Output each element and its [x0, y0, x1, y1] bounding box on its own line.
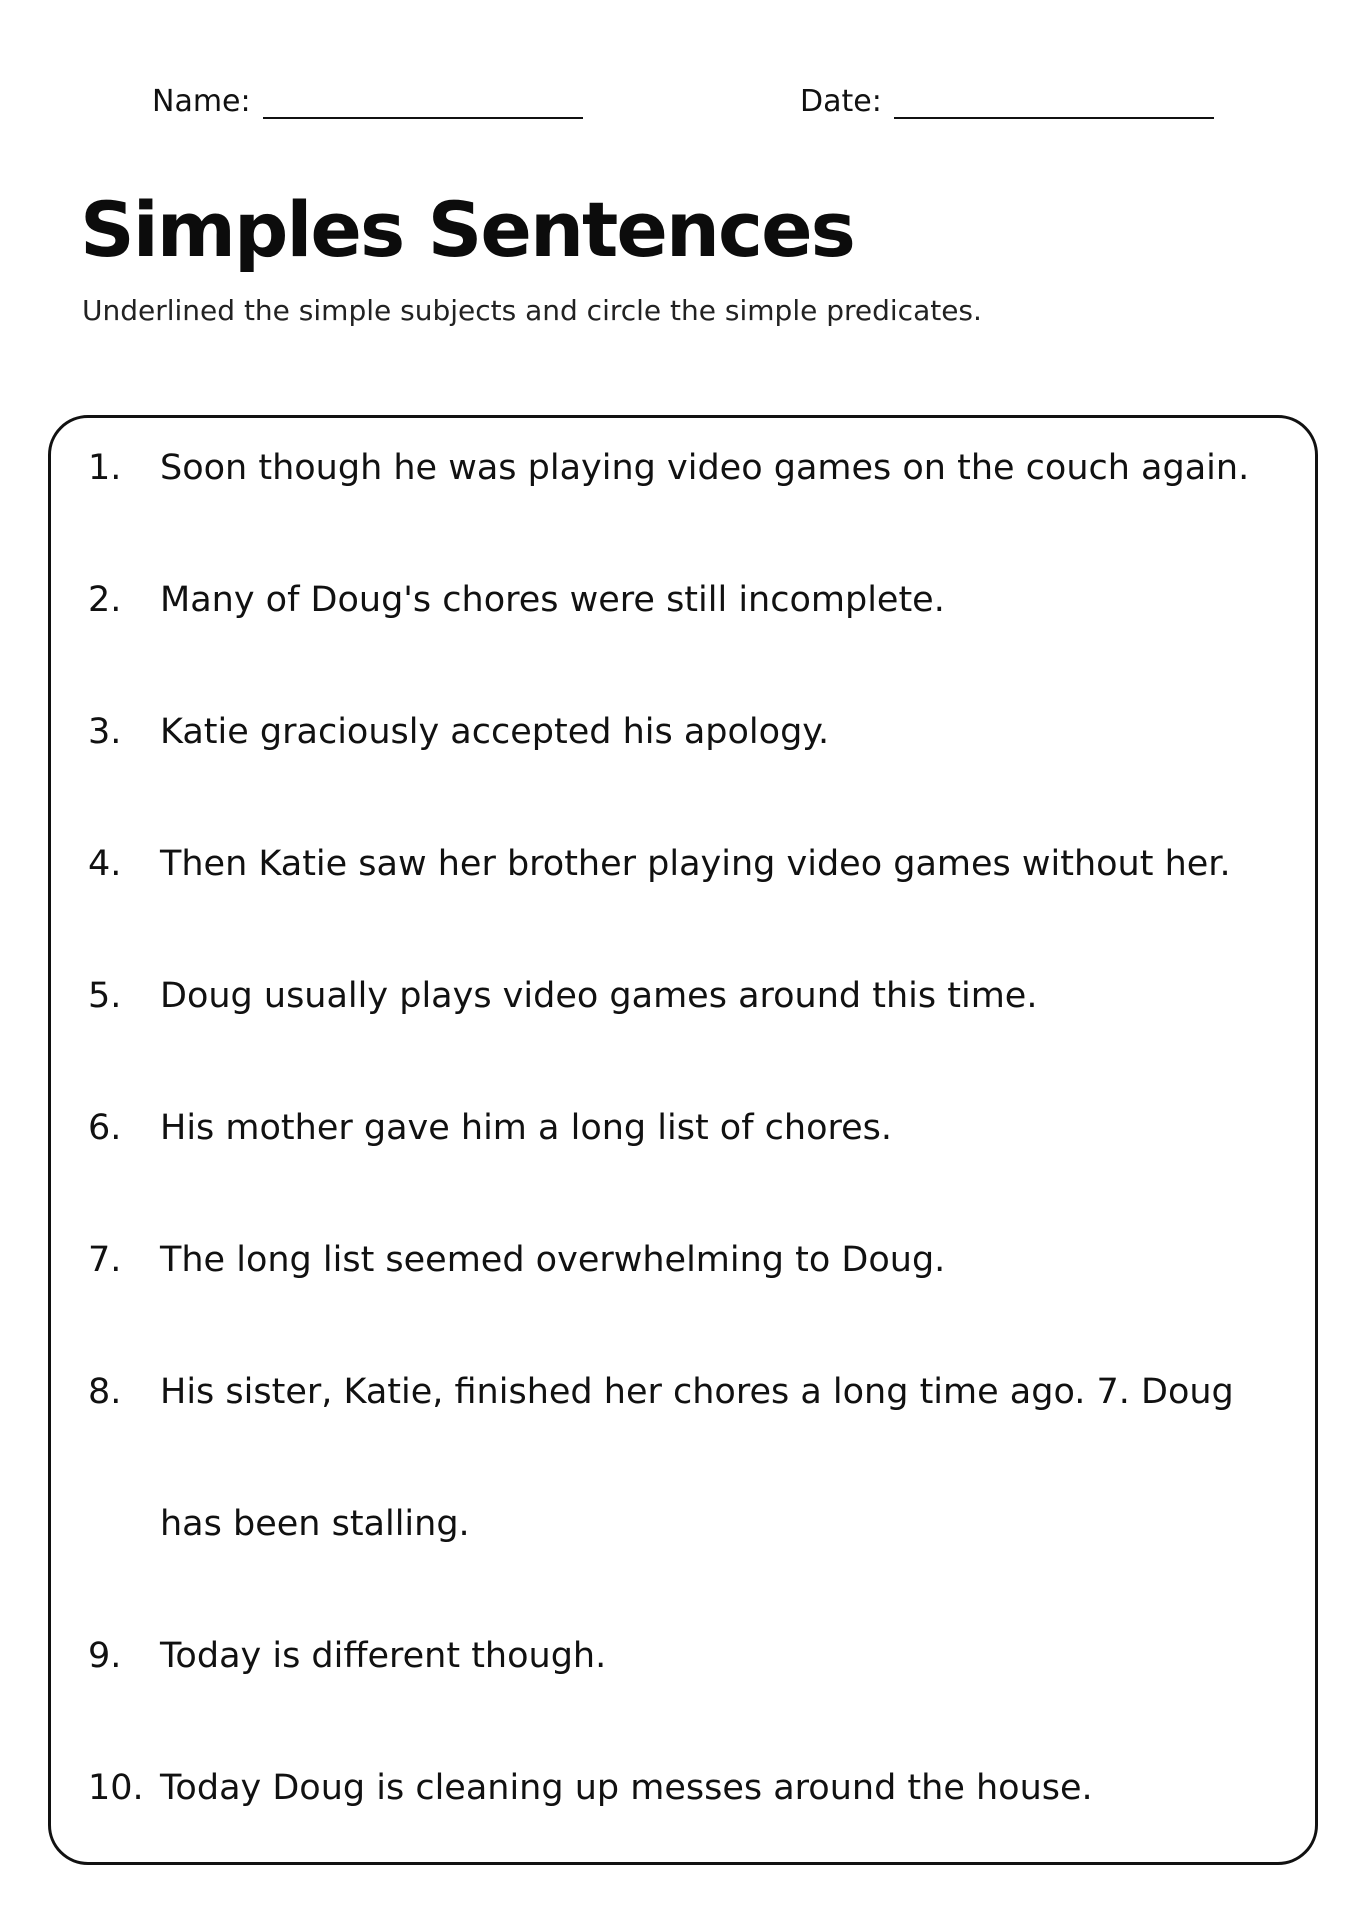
question-number: 5.	[88, 976, 122, 1016]
question-5	[88, 976, 1037, 1016]
question-6	[88, 1108, 892, 1148]
instructions: Underlined the simple subjects and circle the simple predicates.	[82, 294, 982, 327]
question-number: 10.	[88, 1768, 144, 1808]
question-7	[88, 1240, 945, 1280]
worksheet-title: Simples Sentences	[80, 185, 854, 274]
question-3	[88, 712, 829, 752]
question-9	[88, 1636, 606, 1676]
question-4	[88, 844, 1231, 884]
question-text: Today is different though.	[160, 1636, 607, 1676]
question-text: Many of Doug's chores were still incomplete.	[160, 580, 945, 620]
question-text: The long list seemed overwhelming to Doug.	[160, 1240, 946, 1280]
date-blank-line[interactable]	[894, 89, 1214, 119]
question-8	[88, 1372, 1234, 1412]
name-label: Name:	[152, 84, 251, 119]
question-1	[88, 448, 1249, 488]
question-number: 7.	[88, 1240, 122, 1280]
question-text: Katie graciously accepted his apology.	[160, 712, 830, 752]
question-2	[88, 580, 945, 620]
question-text: Soon though he was playing video games on the couch again.	[160, 448, 1250, 488]
question-text: Today Doug is cleaning up messes around the house.	[160, 1768, 1093, 1808]
question-8-continuation: has been stalling.	[160, 1504, 470, 1544]
question-number: 1.	[88, 448, 122, 488]
question-text: His sister, Katie, finished her chores a long time ago. 7. Doug	[160, 1372, 1234, 1412]
question-number: 8.	[88, 1372, 122, 1412]
date-field[interactable]	[800, 84, 1214, 119]
question-number: 3.	[88, 712, 122, 752]
question-number: 9.	[88, 1636, 122, 1676]
question-number: 6.	[88, 1108, 122, 1148]
question-number: 2.	[88, 580, 122, 620]
name-field[interactable]	[152, 84, 583, 119]
question-number: 4.	[88, 844, 122, 884]
question-text: Doug usually plays video games around this time.	[160, 976, 1038, 1016]
name-blank-line[interactable]	[263, 89, 583, 119]
question-text: Then Katie saw her brother playing video games without her.	[160, 844, 1231, 884]
question-text: His mother gave him a long list of chores.	[160, 1108, 893, 1148]
question-10	[88, 1768, 1093, 1808]
date-label: Date:	[800, 84, 882, 119]
